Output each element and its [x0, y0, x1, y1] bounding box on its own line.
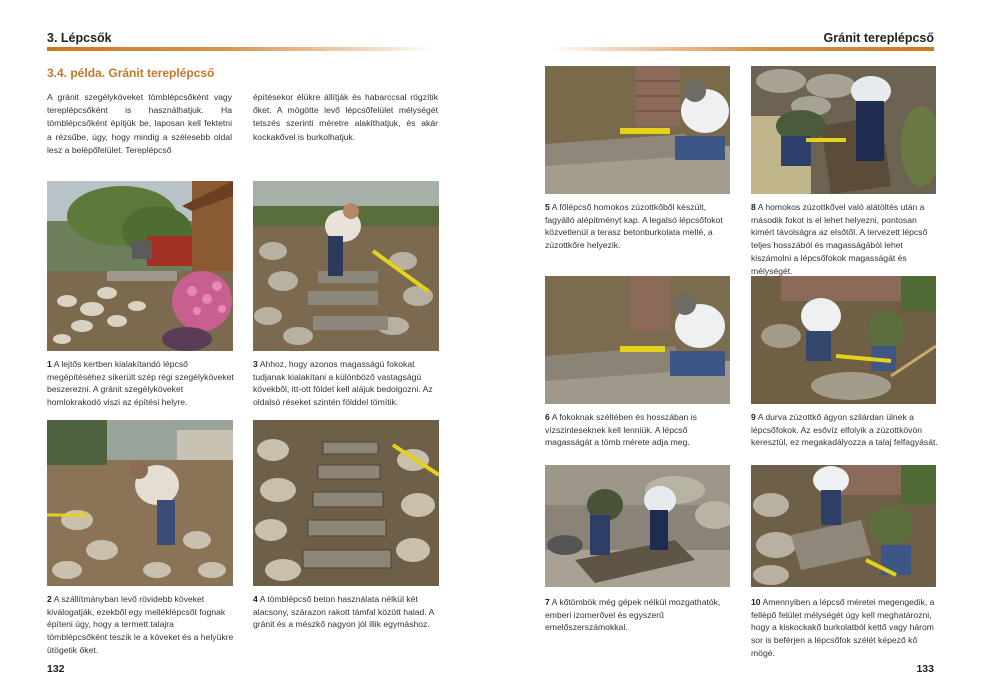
- caption-2: [47, 593, 235, 657]
- photo-5-main-step-base: [545, 66, 730, 194]
- page-number: 133: [916, 663, 934, 675]
- caption-text: A főlépcső homokos zúzottkőből készült, fagyálló alépítményt kap. A legalsó lépcsőfokot közvetlenül a terasz betonburkolata mellé, a zúzottkőre helyezik.: [545, 202, 723, 251]
- caption-number: 9: [751, 412, 756, 422]
- caption-number: 6: [545, 412, 550, 422]
- photo-7-moving-blocks: [545, 465, 730, 587]
- caption-text: A durva zúzottkő ágyon szilárdan ülnek a lépcsőfokok. Az esővíz elfolyik a zúzottkövön keresztül, ez megakadályozza a talaj felfagyását.: [751, 412, 938, 448]
- caption-4: [253, 593, 441, 631]
- photo-6-leveling: [545, 276, 730, 404]
- caption-text: A kőtömbök még gépek nélkül mozgathatók, emberi izomerővel és egyszerű emelőszerszámokkal.: [545, 597, 721, 633]
- caption-text: A fokoknak széltében és hosszában is vízszinteseknek kell lenniük. A lépcső magasságát a tömb mérete adja meg.: [545, 412, 697, 448]
- photo-3-leveling-stones: [253, 181, 439, 351]
- photo-4-finished-steps: [253, 420, 439, 586]
- caption-number: 2: [47, 594, 52, 604]
- photo-1-garden-loader: [47, 181, 233, 351]
- page-number: 132: [47, 663, 65, 675]
- section-title: 3.4. példa. Gránit tereplépcső: [47, 66, 215, 80]
- caption-number: 5: [545, 202, 550, 212]
- caption-text: A tömblépcső beton használata nélkül két alacsony, szárazon rakott támfal között halad. A gránit és a mészkő nagyon jól illik egymáshoz.: [253, 594, 434, 630]
- intro-column-1: A gránit szegélyköveket tömblépcsőként vagy tereplépcsőként is használhatjuk. Ha tömblépcsőként építjük be, laposan kell fektetni a rézsűbe, úgy, hogy mindig a szélesebb oldal lesz a belépőfelület. Tereplépcső: [47, 92, 232, 155]
- caption-5: [545, 201, 733, 252]
- right-page: [491, 0, 983, 700]
- caption-8: [751, 201, 939, 277]
- caption-number: 7: [545, 597, 550, 607]
- running-head-section: Gránit tereplépcső: [823, 31, 934, 45]
- photo-10-step-depth: [751, 465, 936, 587]
- caption-text: Ahhoz, hogy azonos magasságú fokokat tudjanak kialakítani a különböző vastagságú kövekből, itt-ott földet kell alájuk bedolgozni. Az oldalsó réseket szintén földdel tömítik.: [253, 359, 433, 408]
- caption-number: 3: [253, 359, 258, 369]
- caption-number: 8: [751, 202, 756, 212]
- photo-9-gravel-bed: [751, 276, 936, 404]
- intro-column-2: építésekor élükre állítják és habarccsal rögzítik őket. A mögötte levő lépcsőfelület mélységét tetszés szerinti méretre alakíthatjuk, és akár kockakővel is burkolhatjuk.: [253, 92, 438, 142]
- caption-number: 10: [751, 597, 761, 607]
- left-page: [0, 0, 491, 700]
- caption-6: [545, 411, 733, 449]
- photo-2-sorting-stones: [47, 420, 233, 586]
- caption-3: [253, 358, 441, 409]
- header-rule: [47, 47, 432, 51]
- caption-7: [545, 596, 733, 634]
- photo-8-second-step: [751, 66, 936, 194]
- caption-text: A homokos zúzottkővel való alátöltés után a második fokot is el lehet helyezni, pontosan kimért távolságra az elsőtől. A tervezett lépcső teljes hosszából és magasságából lehet kiszámolni a lépcsőfokok magasságát és mélységét.: [751, 202, 928, 276]
- caption-text: A szállítmányban levő rövidebb köveket kiválogatják, ezekből egy melléklépcsőt fognak építeni úgy, hogy a termett talajra tömblépcsőként teszik le a köveket és a helyükre ütögetik őket.: [47, 594, 234, 655]
- caption-number: 4: [253, 594, 258, 604]
- caption-number: 1: [47, 359, 52, 369]
- caption-1: [47, 358, 235, 409]
- caption-text: A lejtős kertben kialakítandó lépcső megépítéséhez sikerült szép régi szegélyköveket beszerezni. A gránit szegélyköveket homlokrakodó viszi az építési helyre.: [47, 359, 234, 408]
- caption-text: Amennyiben a lépcső méretei megengedik, a fellépő felület mélységét úgy kell meghatározni, hogy a kiskockakő burkolatból kettő vagy három sor is beférjen a lépcsőfok szélét képező kő mögé.: [751, 597, 935, 658]
- caption-10: [751, 596, 939, 660]
- running-head-chapter: 3. Lépcsők: [47, 31, 112, 45]
- header-rule: [548, 47, 934, 51]
- caption-9: [751, 411, 939, 449]
